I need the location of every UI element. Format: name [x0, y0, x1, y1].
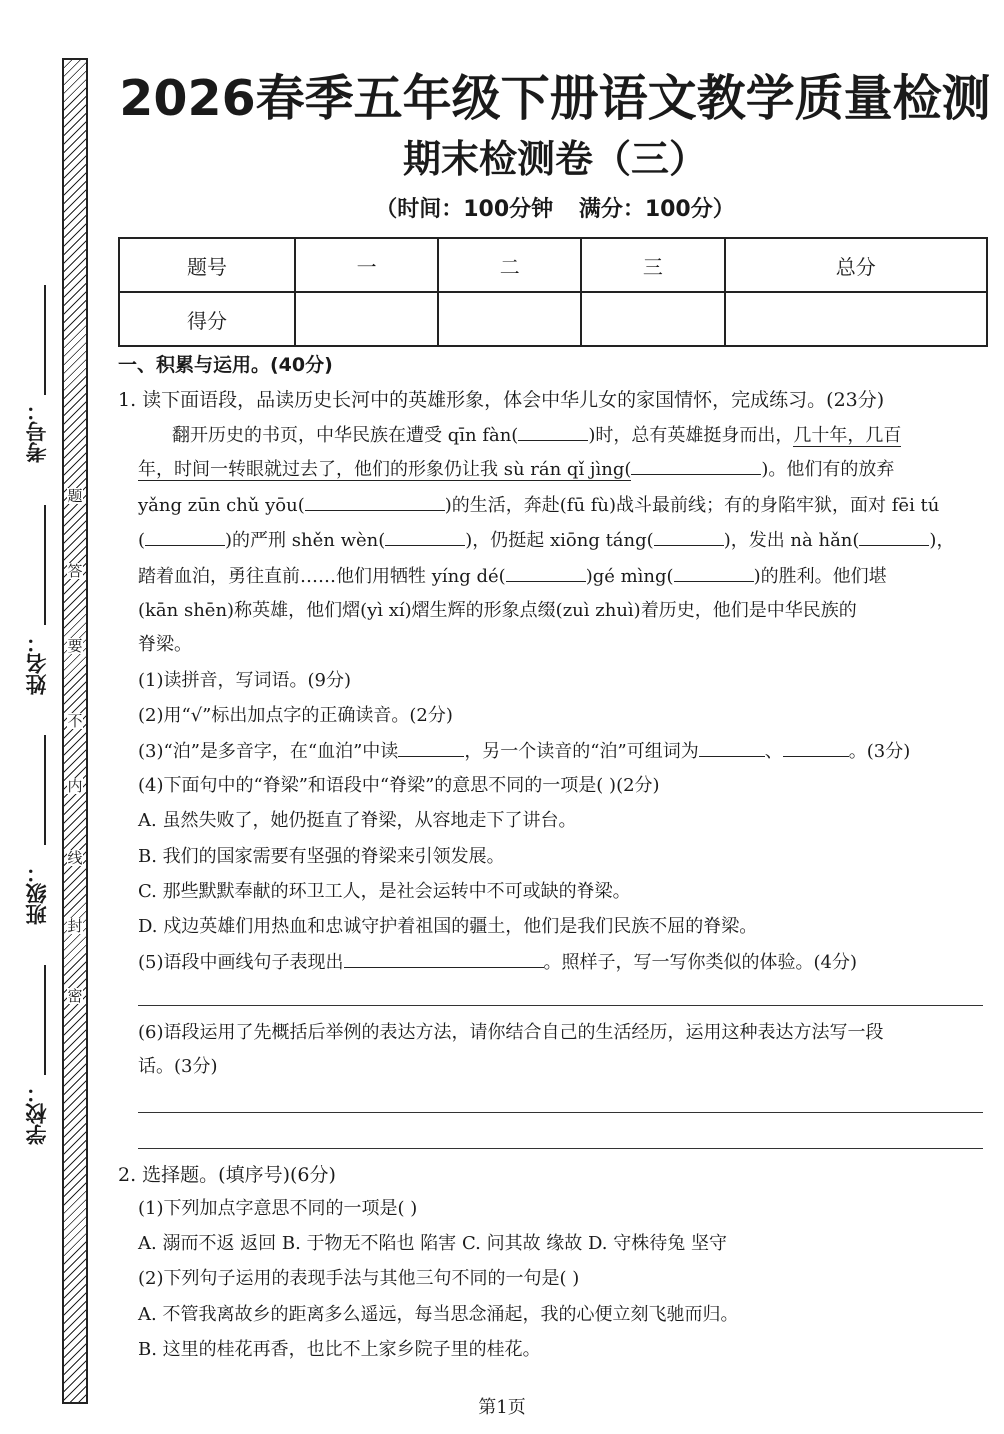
passage-line: 脊梁。 [138, 634, 192, 655]
score-cell[interactable] [438, 292, 581, 346]
score-cell[interactable] [581, 292, 724, 346]
passage-line [138, 490, 939, 521]
underlined-sentence: 几十年，几百 [793, 425, 902, 446]
writing-line[interactable] [138, 1148, 983, 1149]
exam-title: 2026春季五年级下册语文教学质量检测 [119, 70, 991, 127]
answer-blank[interactable] [506, 561, 586, 582]
sub-question: (2)用“√”标出加点字的正确读音。(2分) [138, 705, 453, 726]
class-label: 班级： [25, 862, 49, 925]
question-text: ，另一个读音的“泊”可组词为 [464, 741, 699, 762]
strip-word: 要 [67, 637, 83, 655]
answer-blank[interactable] [145, 525, 225, 546]
option-a: A. 不管我离故乡的距离多么遥远，每当思念涌起，我的心便立刻飞驰而归。 [138, 1304, 739, 1325]
underlined-sentence: 年，时间一转眼就过去了，他们的形象仍让我 sù rán qǐ jìng( [138, 459, 632, 480]
answer-blank[interactable] [305, 490, 445, 511]
answer-blank[interactable] [674, 561, 754, 582]
passage-text: )，发出 nà hǎn( [723, 530, 860, 551]
passage-text: )，仍挺起 xiōng táng( [465, 530, 654, 551]
passage-line [172, 420, 901, 451]
exam-subtitle: 期末检测卷（三） [402, 137, 707, 181]
question-stem: 1. 读下面语段，品读历史长河中的英雄形象，体会中华儿女的家国情怀，完成练习。(23分) [118, 389, 885, 411]
exam-number-label: 考号： [25, 400, 49, 463]
question-text: (3)“泊”是多音字，在“血泊”中读 [138, 741, 399, 762]
sub-question [138, 736, 910, 767]
passage-text: ( [138, 530, 146, 551]
passage-text: )， [929, 530, 955, 551]
passage-text: )。他们有的放弃 [761, 459, 895, 480]
binding-strip [62, 58, 88, 1404]
strip-word: 答 [67, 562, 83, 580]
school-line [44, 965, 46, 1075]
answer-blank[interactable] [859, 525, 929, 546]
table-cell: 一 [295, 238, 438, 292]
exam-time-score: （时间：100分钟 满分：100分） [375, 197, 735, 222]
question-text: (5)语段中画线句子表现出 [138, 952, 344, 973]
question-text: 。(3分) [848, 741, 911, 762]
table-cell: 二 [438, 238, 581, 292]
option-d: D. 戍边英雄们用热血和忠诚守护着祖国的疆土，他们是我们民族不屈的脊梁。 [138, 916, 758, 937]
question-text: 。照样子，写一写你类似的体验。(4分) [543, 952, 857, 973]
writing-line[interactable] [138, 1112, 983, 1113]
class-line [44, 735, 46, 845]
sub-question: (4)下面句中的“脊梁”和语段中“脊梁”的意思不同的一项是( )(2分) [138, 775, 660, 796]
passage-line [138, 561, 887, 592]
passage-line [138, 454, 894, 485]
question-stem: 2. 选择题。(填序号)(6分) [118, 1164, 336, 1186]
school-label: 学校： [25, 1082, 49, 1145]
answer-blank[interactable] [699, 736, 765, 757]
strip-word: 线 [67, 849, 83, 867]
exam-number-line [44, 285, 46, 395]
answer-blank[interactable] [783, 736, 849, 757]
table-cell: 得分 [119, 292, 295, 346]
passage-line: (kān shēn)称英雄，他们熠(yì xí)熠生辉的形象点缀(zuì zhuì)着历史，他们是中华民族的 [138, 600, 857, 621]
sub-question: (2)下列句子运用的表现手法与其他三句不同的一句是( ) [138, 1268, 580, 1289]
option-row: A. 溺而不返 返回 B. 于物无不陷也 陷害 C. 问其故 缘故 D. 守株待兔 坚守 [138, 1233, 727, 1254]
table-cell: 题号 [119, 238, 295, 292]
option-b: B. 这里的桂花再香，也比不上家乡院子里的桂花。 [138, 1339, 541, 1360]
answer-blank[interactable] [518, 420, 588, 441]
passage-text: yǎng zūn chǔ yōu( [138, 495, 305, 516]
passage-line [138, 525, 954, 556]
passage-text: )的严刑 shěn wèn( [225, 530, 386, 551]
page-number: 第1页 [478, 1397, 526, 1418]
passage-text: 踏着血泊，勇往直前……他们用牺牲 yíng dé( [138, 566, 506, 587]
section-heading: 一、积累与运用。(40分) [118, 354, 333, 376]
score-table [118, 237, 988, 347]
table-cell: 三 [581, 238, 724, 292]
sub-question [138, 947, 857, 978]
passage-text: )时，总有英雄挺身而出， [588, 425, 794, 446]
strip-word: 密 [67, 987, 83, 1005]
name-label: 姓名： [25, 632, 49, 695]
name-line [44, 505, 46, 625]
passage-text: )的生活，奔赴(fū fù)战斗最前线；有的身陷牢狱，面对 fēi tú [444, 495, 940, 516]
answer-blank[interactable] [654, 525, 724, 546]
table-row [119, 238, 987, 292]
answer-blank[interactable] [385, 525, 465, 546]
sub-question: (1)下列加点字意思不同的一项是( ) [138, 1198, 418, 1219]
passage-text: 翻开历史的书页，中华民族在遭受 qīn fàn( [172, 425, 519, 446]
answer-blank[interactable] [398, 736, 464, 757]
passage-text: )gé mìng( [585, 566, 674, 587]
option-c: C. 那些默默奉献的环卫工人，是社会运转中不可或缺的脊梁。 [138, 881, 631, 902]
option-b: B. 我们的国家需要有坚强的脊梁来引领发展。 [138, 846, 505, 867]
sub-question: (1)读拼音，写词语。(9分) [138, 670, 351, 691]
strip-word: 题 [67, 487, 83, 505]
question-text: 、 [764, 741, 783, 762]
passage-text: )的胜利。他们堪 [753, 566, 887, 587]
score-cell[interactable] [295, 292, 438, 346]
strip-word: 不 [67, 712, 83, 730]
sub-question: (6)语段运用了先概括后举例的表达方法，请你结合自己的生活经历，运用这种表达方法写一段 [138, 1022, 884, 1043]
strip-word: 内 [67, 777, 83, 795]
strip-word: 封 [67, 917, 83, 935]
writing-line[interactable] [138, 1005, 983, 1006]
score-cell[interactable] [725, 292, 987, 346]
option-a: A. 虽然失败了，她仍挺直了脊梁，从容地走下了讲台。 [138, 810, 577, 831]
sub-question: 话。(3分) [138, 1056, 218, 1077]
table-cell: 总分 [725, 238, 987, 292]
answer-blank[interactable] [344, 947, 544, 968]
table-row [119, 292, 987, 346]
answer-blank[interactable] [631, 454, 761, 475]
